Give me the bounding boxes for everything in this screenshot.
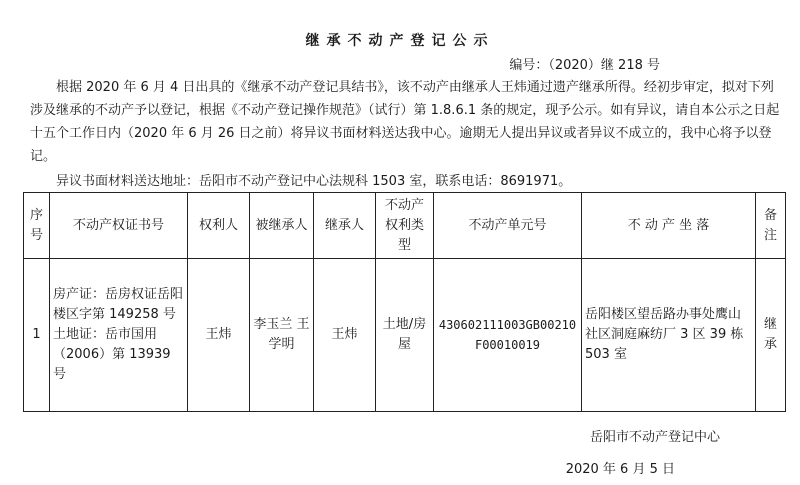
header-decedent: 被继承人 xyxy=(250,193,314,259)
registration-table xyxy=(23,192,786,412)
document-number: 编号：（2020）继 218 号 xyxy=(509,58,660,73)
cert-land: 土地证：岳市国用（2006）第 13939 号 xyxy=(53,327,171,382)
cell-seq: 1 xyxy=(24,259,50,412)
header-seq: 序号 xyxy=(24,193,50,259)
header-remark: 备注 xyxy=(756,193,786,259)
notice-paragraph: 根据 2020 年 6 月 4 日出具的《继承不动产登记具结书》，该不动产由继承人王炜通过遗产继承所得。经初步审定，拟对下列涉及继承的不动产予以登记，根据《不动产登记操作规范》（试行）第 1.8.6.1 条的规定，现予公示。如有异议，请自本公示之日起十五个工作日内（2020 年 6 月 26 日之前）将异议书面材料送达我中心。逾期无人提出异议或者异议不成立的，我中心将予以登记。 xyxy=(30,80,780,164)
notice-title: 继承不动产登记公示 xyxy=(305,33,495,49)
objection-address: 异议书面材料送达地址：岳阳市不动产登记中心法规科 1503 室，联系电话：8691971。 xyxy=(56,174,572,189)
cell-owner: 王炜 xyxy=(188,259,250,412)
cell-right-type: 土地/房屋 xyxy=(376,259,434,412)
cell-location: 岳阳楼区望岳路办事处鹰山社区洞庭麻纺厂 3 区 39 栋 503 室 xyxy=(582,259,756,412)
cell-cert-number xyxy=(50,259,188,412)
header-right-type: 不动产权利类型 xyxy=(376,193,434,259)
table-header-row xyxy=(24,193,786,259)
header-heir: 继承人 xyxy=(314,193,376,259)
header-cert-number: 不动产权证书号 xyxy=(50,193,188,259)
header-unit-number: 不动产单元号 xyxy=(434,193,582,259)
cell-heir: 王炜 xyxy=(314,259,376,412)
header-owner: 权利人 xyxy=(188,193,250,259)
issuing-organization: 岳阳市不动产登记中心 xyxy=(589,430,720,445)
cert-house: 房产证：岳房权证岳阳楼区字第 149258 号 xyxy=(53,287,184,322)
issue-date: 2020 年 6 月 5 日 xyxy=(565,462,675,477)
header-location: 不 动 产 坐 落 xyxy=(582,193,756,259)
cell-decedent: 李玉兰 王学明 xyxy=(250,259,314,412)
table-row xyxy=(24,259,786,412)
cell-remark: 继承 xyxy=(756,259,786,412)
cell-unit-number: 430602111003GB00210F00010019 xyxy=(434,259,582,412)
